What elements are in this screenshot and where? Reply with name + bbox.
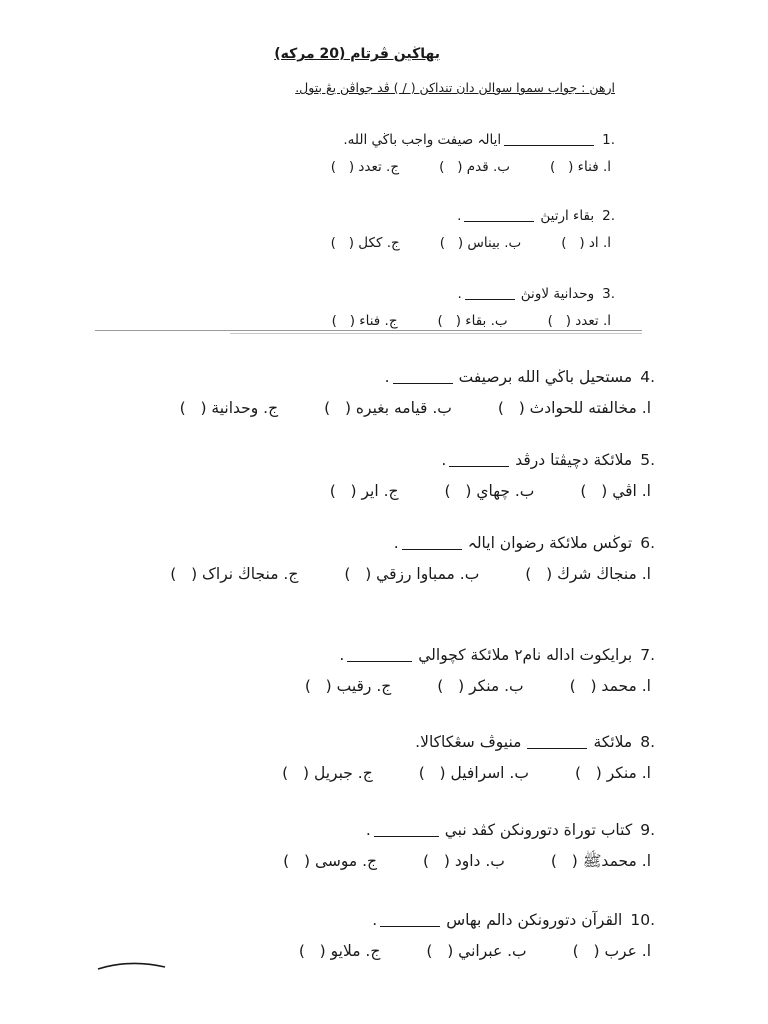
option-b: ب. چهاي ( ) xyxy=(444,482,535,500)
option-c: ج. وحدانية ( ) xyxy=(179,399,279,417)
question-3 xyxy=(332,281,615,335)
option-a: ا. منکر ( ) xyxy=(574,764,651,782)
options-row xyxy=(305,671,655,702)
question-text-before: مستحيل باڬي الله برصيفت xyxy=(458,368,633,386)
question-text-after: ايالہ صيفت واجب باڬي الله. xyxy=(343,132,502,148)
option-c: ج. ککل ( ) xyxy=(330,235,400,251)
question-text-after: . xyxy=(339,646,345,664)
option-a: ا. اڤي ( ) xyxy=(580,482,651,500)
answer-blank xyxy=(464,209,534,222)
option-b: ب. قيامه بغيره ( ) xyxy=(324,399,452,417)
question-number: 9. xyxy=(640,821,655,839)
question-line xyxy=(305,640,655,671)
question-line xyxy=(299,905,655,936)
question-10 xyxy=(299,905,655,967)
option-c: ج. رقيب ( ) xyxy=(304,677,392,695)
options-row xyxy=(331,154,615,181)
answer-blank xyxy=(380,912,440,927)
option-c: ج. موسى ( ) xyxy=(283,852,378,870)
question-text-before: القرآن دتورونکن دالم بهاس xyxy=(446,911,623,929)
scan-divider-line xyxy=(230,333,642,334)
option-a: ا. منجاڬ شرڬ ( ) xyxy=(525,565,651,583)
question-number: 6. xyxy=(640,534,655,552)
worksheet-title: بهاڬين ڤرتام (20 مرکه) xyxy=(274,46,440,62)
option-a: ا. عرب ( ) xyxy=(572,942,651,960)
option-c: ج. ملايو ( ) xyxy=(298,942,381,960)
option-c: ج. تعدد ( ) xyxy=(330,159,400,175)
option-b: ب. بيناس ( ) xyxy=(439,235,522,251)
question-number: 3. xyxy=(602,286,615,302)
answer-blank xyxy=(465,287,515,300)
options-row xyxy=(180,393,655,424)
option-b: ب. عبراني ( ) xyxy=(426,942,527,960)
answer-blank xyxy=(527,734,587,749)
options-row xyxy=(282,758,655,789)
question-text-after: . xyxy=(393,534,399,552)
option-b: ب. قدم ( ) xyxy=(439,159,510,175)
options-row xyxy=(299,936,655,967)
question-9 xyxy=(283,815,655,877)
answer-blank xyxy=(374,822,439,837)
question-text-before: ملائكة دچيڤتا درڤد xyxy=(515,451,633,469)
question-1 xyxy=(331,127,615,181)
answer-blank xyxy=(347,647,412,662)
question-line xyxy=(332,281,615,308)
question-number: 10. xyxy=(630,911,655,929)
question-text-after: منيوڤ سڠکاکالا. xyxy=(415,733,522,751)
question-text-before: بقاء ارتيڽ xyxy=(540,208,595,224)
question-text-after: . xyxy=(457,208,462,224)
question-line xyxy=(180,362,655,393)
question-text-after: . xyxy=(372,911,378,929)
question-text-after: . xyxy=(457,286,462,302)
question-8 xyxy=(282,727,655,789)
question-text-after: . xyxy=(441,451,447,469)
question-text-before: برايکوت اداله نام٢ ملائكة کچوالي xyxy=(418,646,633,664)
scan-divider-line xyxy=(95,330,642,331)
question-2 xyxy=(331,203,615,257)
question-text-before: کتاب توراة دتورونکن کڤد نبي xyxy=(444,821,633,839)
question-5 xyxy=(330,445,655,507)
option-c: ج. جبريل ( ) xyxy=(282,764,373,782)
option-b: ب. اسرافيل ( ) xyxy=(418,764,529,782)
options-row xyxy=(330,476,655,507)
option-a: ا. فناء ( ) xyxy=(549,159,611,175)
option-c: ج. منجاڬ نراک ( ) xyxy=(170,565,299,583)
option-c: ج. اير ( ) xyxy=(329,482,399,500)
answer-blank xyxy=(449,452,509,467)
answer-blank xyxy=(402,535,462,550)
option-a: ا. اد ( ) xyxy=(561,235,611,251)
question-number: 1. xyxy=(602,132,615,148)
question-number: 8. xyxy=(640,733,655,751)
question-text-after: . xyxy=(384,368,390,386)
question-line xyxy=(170,528,655,559)
answer-blank xyxy=(393,369,453,384)
question-text-before: توڬس ملائكة رضوان ايالہ xyxy=(467,534,633,552)
question-number: 4. xyxy=(640,368,655,386)
question-line xyxy=(331,203,615,230)
option-b: ب. بقاء ( ) xyxy=(437,313,508,329)
option-a: ا. محمد ( ) xyxy=(569,677,651,695)
option-b: ب. منکر ( ) xyxy=(437,677,524,695)
question-line xyxy=(282,727,655,758)
option-c: ج. فناء ( ) xyxy=(331,313,398,329)
question-text-before: وحدانية لاونڽ xyxy=(520,286,595,302)
answer-blank xyxy=(504,133,594,146)
worksheet-instruction: ارهن : جواب سموا سوالن دان تنداکن ( / ) ڤد جواڤن يڠ بتول. xyxy=(295,80,615,95)
question-line xyxy=(331,127,615,154)
question-number: 5. xyxy=(640,451,655,469)
option-a: ا. مخالفته للحوادث ( ) xyxy=(497,399,651,417)
scan-mark-curve xyxy=(95,955,170,975)
question-7 xyxy=(305,640,655,702)
question-line xyxy=(283,815,655,846)
option-b: ب. داود ( ) xyxy=(423,852,505,870)
question-number: 7. xyxy=(640,646,655,664)
option-a: ا. محمدﷺ ( ) xyxy=(550,852,651,870)
question-6 xyxy=(170,528,655,590)
question-text-before: ملائكة xyxy=(593,733,633,751)
options-row xyxy=(283,846,655,877)
options-row xyxy=(331,230,615,257)
option-a: ا. تعدد ( ) xyxy=(547,313,611,329)
question-4 xyxy=(180,362,655,424)
question-line xyxy=(330,445,655,476)
question-number: 2. xyxy=(602,208,615,224)
options-row xyxy=(170,559,655,590)
question-text-after: . xyxy=(365,821,371,839)
option-b: ب. ممباوا رزقي ( ) xyxy=(344,565,480,583)
